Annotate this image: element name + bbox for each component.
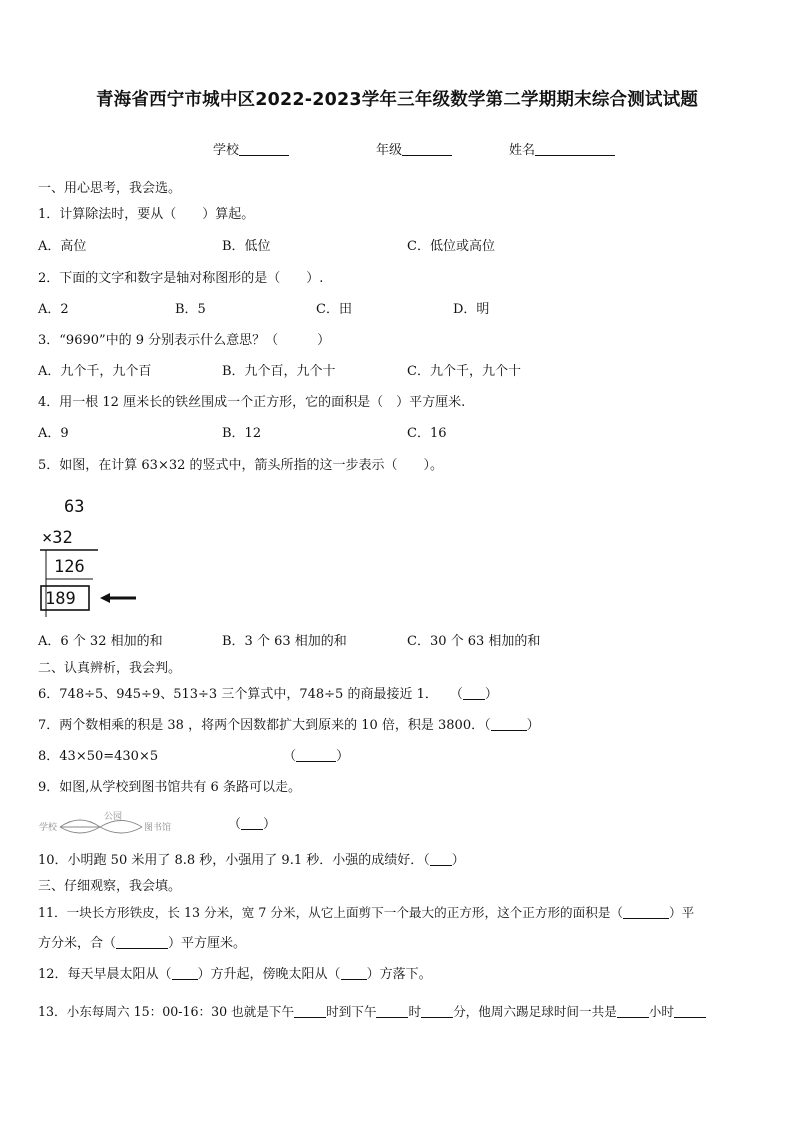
question-11-line-1 <box>38 904 694 922</box>
question-4-option-b[interactable]: B．12 <box>222 426 262 441</box>
calc-multiplier: ×32 <box>42 528 73 548</box>
question-13-answer-3[interactable] <box>421 1005 453 1018</box>
question-8-answer[interactable] <box>296 749 336 762</box>
question-8 <box>38 748 349 766</box>
grade-blank[interactable] <box>402 142 452 156</box>
question-2-option-a[interactable]: A．2 <box>38 302 69 317</box>
question-13-answer-1[interactable] <box>294 1005 326 1018</box>
question-12-text-2: ）方升起，傍晚太阳从（ <box>197 967 341 982</box>
question-10-paren-close: ） <box>451 853 465 868</box>
section-heading-3: 三、仔细观察，我会填。 <box>38 879 182 894</box>
question-11-line-2 <box>38 935 246 953</box>
school-blank[interactable] <box>239 142 289 156</box>
question-10-paren-open: （ <box>423 853 430 868</box>
question-3-stem: 3．“9690”中的 9 分别表示什么意思？（ ） <box>38 333 331 348</box>
question-5-stem: 5．如图，在计算 63×32 的竖式中，箭头所指的这一步表示（ ）。 <box>38 458 444 473</box>
question-9-answer[interactable] <box>241 817 263 830</box>
question-13-text-2: 时到下午 <box>326 1004 377 1019</box>
question-5-option-a[interactable]: A．6 个 32 相加的和 <box>38 634 163 649</box>
route-path-1 <box>60 820 100 827</box>
question-1-option-b[interactable]: B．低位 <box>222 239 271 254</box>
question-13-text-4: 分，他周六踢足球时间一共是 <box>453 1004 617 1019</box>
page-title: 青海省西宁市城中区2022-2023学年三年级数学第二学期期末综合测试试题 <box>95 90 699 110</box>
section-heading-1: 一、用心思考，我会选。 <box>38 181 182 196</box>
question-3-option-c[interactable]: C．九个千，九个十 <box>407 364 521 379</box>
question-6-answer[interactable] <box>463 687 485 700</box>
calc-partial-1: 126 <box>54 557 85 577</box>
question-13-text-5: 小时 <box>648 1004 674 1019</box>
question-6-text: 6．748÷5、945÷9、513÷3 三个算式中，748÷5 的商最接近 1． <box>38 687 438 702</box>
section-heading-2: 二、认真辨析，我会判。 <box>38 661 182 676</box>
question-6 <box>38 686 498 704</box>
route-path-3 <box>60 827 100 833</box>
route-end-label: 图书馆 <box>144 823 172 833</box>
calc-multiplicand: 63 <box>64 497 85 517</box>
question-2-stem: 2．下面的文字和数字是轴对称图形的是（ ）. <box>38 271 324 286</box>
school-field <box>213 139 289 158</box>
grade-label: 年级 <box>376 143 403 158</box>
route-path-5 <box>100 827 142 833</box>
question-13-answer-4[interactable] <box>617 1005 649 1018</box>
grade-field <box>376 139 452 158</box>
question-12 <box>38 966 432 984</box>
question-9-answer-group <box>228 816 276 834</box>
question-11-answer-2[interactable] <box>116 936 168 949</box>
question-3-option-b[interactable]: B．九个百，九个十 <box>222 364 336 379</box>
calc-partial-2: 189 <box>45 589 76 609</box>
question-4-option-a[interactable]: A．9 <box>38 426 69 441</box>
question-5-option-c[interactable]: C．30 个 63 相加的和 <box>407 634 541 649</box>
name-field <box>509 139 615 158</box>
question-9-text: 9．如图,从学校到图书馆共有 6 条路可以走。 <box>38 780 301 795</box>
question-13-text-1: 13．小东每周六 15：00-16：30 也就是下午 <box>38 1004 295 1019</box>
question-1-option-a[interactable]: A．高位 <box>38 239 87 254</box>
question-10-text: 10．小明跑 50 米用了 8.8 秒，小强用了 9.1 秒．小强的成绩好． <box>38 853 424 868</box>
question-2-option-c[interactable]: C．田 <box>316 302 352 317</box>
question-4-stem: 4．用一根 12 厘米长的铁丝围成一个正方形，它的面积是（ ）平方厘米. <box>38 395 466 410</box>
question-7 <box>38 717 540 735</box>
question-3-option-a[interactable]: A．九个千，九个百 <box>38 364 152 379</box>
route-start-label: 学校 <box>39 823 58 833</box>
question-13-text-3: 时 <box>408 1004 422 1019</box>
question-12-answer-1[interactable] <box>172 967 198 980</box>
question-13-answer-5[interactable] <box>674 1005 706 1018</box>
question-9-paren-close: ） <box>263 817 277 832</box>
question-5-option-b[interactable]: B．3 个 63 相加的和 <box>222 634 347 649</box>
question-11-text-1: 11．一块长方形铁皮，长 13 分米，宽 7 分米，从它上面剪下一个最大的正方形，这个正方形的面积是（ <box>38 905 624 920</box>
question-8-paren-open: （ <box>283 749 297 764</box>
question-13-answer-2[interactable] <box>376 1005 408 1018</box>
question-6-paren-close: ） <box>484 687 498 702</box>
question-7-paren-open: （ <box>484 718 491 733</box>
question-7-paren-close: ） <box>526 718 540 733</box>
question-7-text: 7．两个数相乘的积是 38 ，将两个因数都扩大到原来的 10 倍，积是 3800． <box>38 718 485 733</box>
question-8-text: 8．43×50=430×5 <box>38 749 159 764</box>
question-12-answer-2[interactable] <box>341 967 367 980</box>
question-7-answer[interactable] <box>491 718 527 731</box>
question-9-paren-open: （ <box>228 817 242 832</box>
question-12-text-3: ）方落下。 <box>366 967 432 982</box>
question-6-paren-open: （ <box>449 687 463 702</box>
multiplication-figure <box>38 492 148 622</box>
question-13 <box>38 1003 706 1021</box>
question-2-option-b[interactable]: B．5 <box>175 302 206 317</box>
route-figure <box>38 808 188 842</box>
name-blank[interactable] <box>535 142 615 156</box>
question-1-option-c[interactable]: C．低位或高位 <box>407 239 495 254</box>
question-1-stem: 1．计算除法时，要从（ ）算起。 <box>38 207 255 222</box>
question-11-text-4: ）平方厘米。 <box>168 936 247 951</box>
question-11-answer-1[interactable] <box>623 906 669 919</box>
school-label: 学校 <box>213 143 240 158</box>
question-8-paren-close: ） <box>336 749 350 764</box>
question-10 <box>38 852 465 870</box>
question-4-option-c[interactable]: C．16 <box>407 426 447 441</box>
arrow-left-icon <box>100 593 136 603</box>
question-11-text-3: 方分米，合（ <box>38 936 117 951</box>
name-label: 姓名 <box>509 143 536 158</box>
question-10-answer[interactable] <box>430 853 452 866</box>
route-middle-label: 公园 <box>104 812 123 822</box>
question-2-option-d[interactable]: D．明 <box>453 302 490 317</box>
question-11-text-2: ）平 <box>669 905 695 920</box>
question-12-text-1: 12．每天早晨太阳从（ <box>38 967 172 982</box>
